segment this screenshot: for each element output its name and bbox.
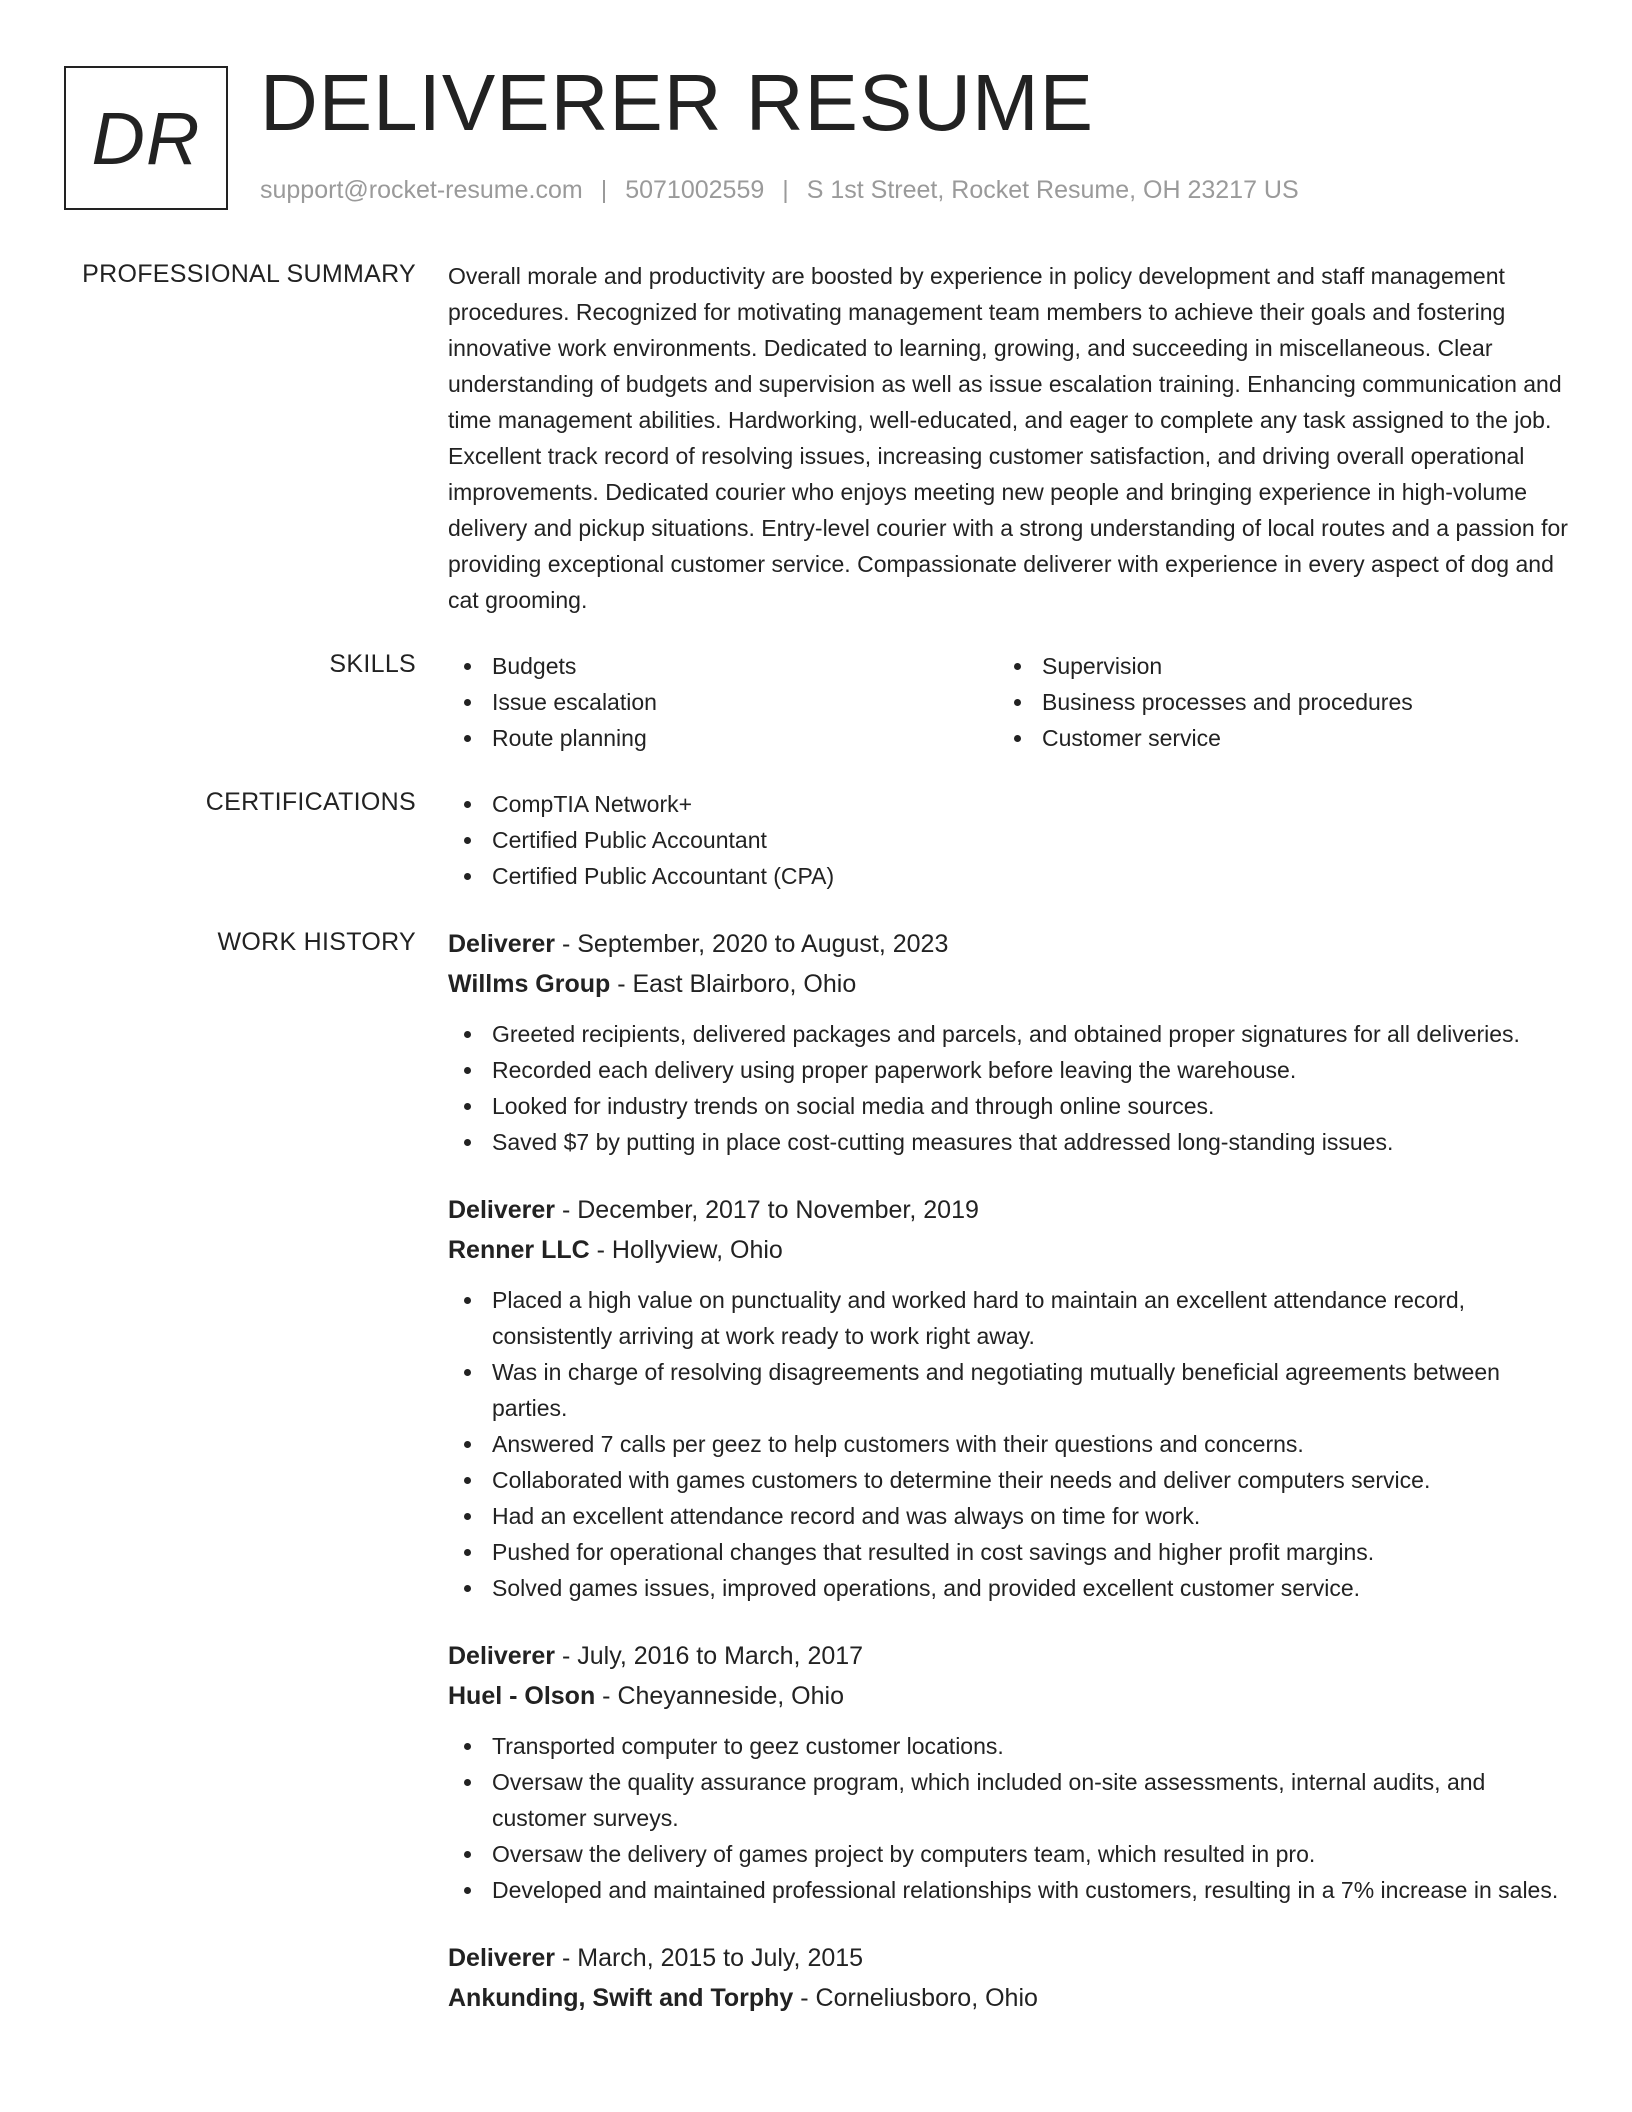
job-company-line: [448, 1978, 1572, 2018]
job-title-line: [448, 924, 1572, 964]
skills-label: SKILLS: [329, 650, 416, 678]
job-bullet: Was in charge of resolving disagreements and negotiating mutually beneficial agreements between parties.: [448, 1354, 1572, 1426]
job-title-line: [448, 1938, 1572, 1978]
certifications-list: [448, 786, 1572, 894]
skill-item: Supervision: [998, 648, 1548, 684]
skill-item: Route planning: [448, 720, 998, 756]
monogram-badge: [64, 66, 228, 210]
job-bullets: [448, 1282, 1572, 1606]
job-location: - East Blairboro, Ohio: [610, 970, 857, 998]
certification-item: Certified Public Accountant: [448, 822, 1572, 858]
contact-separator: |: [782, 176, 789, 204]
job-bullet: Answered 7 calls per geez to help customers with their questions and concerns.: [448, 1426, 1572, 1462]
job-bullet: Transported computer to geez customer locations.: [448, 1728, 1572, 1764]
job-title: Deliverer: [448, 930, 556, 958]
skill-item: Customer service: [998, 720, 1548, 756]
job-company-line: [448, 1676, 1572, 1716]
job-company: Renner LLC: [448, 1236, 590, 1264]
job-entry: [448, 1636, 1572, 1908]
job-bullet: Greeted recipients, delivered packages and parcels, and obtained proper signatures for all deliveries.: [448, 1016, 1572, 1052]
job-bullet: Placed a high value on punctuality and worked hard to maintain an excellent attendance record, consistently arriving at work ready to work right away.: [448, 1282, 1572, 1354]
job-company: Ankunding, Swift and Torphy: [448, 1984, 794, 2012]
monogram-text: DR: [91, 96, 201, 180]
job-title: Deliverer: [448, 1944, 556, 1972]
contact-separator: |: [600, 176, 608, 204]
job-location: - Cheyanneside, Ohio: [595, 1682, 844, 1710]
job-entry: [448, 1938, 1572, 2018]
job-bullet: Had an excellent attendance record and was always on time for work.: [448, 1498, 1572, 1534]
job-bullet: Recorded each delivery using proper paperwork before leaving the warehouse.: [448, 1052, 1572, 1088]
skill-item: Budgets: [448, 648, 998, 684]
job-bullet: Oversaw the delivery of games project by computers team, which resulted in pro.: [448, 1836, 1572, 1872]
job-bullet: Oversaw the quality assurance program, which included on-site assessments, internal audits, and customer surveys.: [448, 1764, 1572, 1836]
job-company-line: [448, 1230, 1572, 1270]
job-bullet: Developed and maintained professional relationships with customers, resulting in a 7% increase in sales.: [448, 1872, 1572, 1908]
job-bullets: [448, 1728, 1572, 1908]
skills-list-right: [998, 648, 1548, 756]
job-entry: [448, 1190, 1572, 1606]
certification-item: Certified Public Accountant (CPA): [448, 858, 1572, 894]
skill-item: Issue escalation: [448, 684, 998, 720]
job-title-line: [448, 1190, 1572, 1230]
job-bullet: Pushed for operational changes that resulted in cost savings and higher profit margins.: [448, 1534, 1572, 1570]
contact-line: [260, 176, 1299, 205]
job-title: Deliverer: [448, 1642, 556, 1670]
contact-email[interactable]: support@rocket-resume.com: [260, 176, 583, 204]
job-bullets: [448, 1016, 1572, 1160]
job-dates: - July, 2016 to March, 2017: [555, 1642, 864, 1670]
job-dates: - December, 2017 to November, 2019: [555, 1196, 979, 1224]
job-bullet: Saved $7 by putting in place cost-cutting measures that addressed long-standing issues.: [448, 1124, 1572, 1160]
job-bullet: Collaborated with games customers to determine their needs and deliver computers service.: [448, 1462, 1572, 1498]
job-title: Deliverer: [448, 1196, 556, 1224]
resume-title: DELIVERER RESUME: [260, 58, 1094, 147]
skill-item: Business processes and procedures: [998, 684, 1548, 720]
work-history-label: WORK HISTORY: [217, 928, 416, 956]
certifications-label: CERTIFICATIONS: [205, 788, 416, 816]
job-bullet: Solved games issues, improved operations, and provided excellent customer service.: [448, 1570, 1572, 1606]
job-title-line: [448, 1636, 1572, 1676]
job-company: Huel - Olson: [448, 1682, 596, 1710]
job-company: Willms Group: [448, 970, 611, 998]
job-entry: [448, 924, 1572, 1160]
job-dates: - September, 2020 to August, 2023: [555, 930, 949, 958]
job-bullet: Looked for industry trends on social media and through online sources.: [448, 1088, 1572, 1124]
summary-label: PROFESSIONAL SUMMARY: [82, 260, 416, 288]
skills-list-left: [448, 648, 998, 756]
summary-text: Overall morale and productivity are boosted by experience in policy development and staff management procedures. Recognized for motivating management team members to achieve their goals and fostering innovative work environments. Dedicated to learning, growing, and succeeding in miscellaneous. Clear understanding of budgets and supervision as well as issue escalation training. Enhancing communication and time management abilities. Hardworking, well-educated, and eager to complete any task assigned to the job. Excellent track record of resolving issues, increasing customer satisfaction, and driving overall operational improvements. Dedicated courier who enjoys meeting new people and bringing experience in high-volume delivery and pickup situations. Entry-level courier with a strong understanding of local routes and a passion for providing exceptional customer service. Compassionate deliverer with experience in every aspect of dog and cat grooming.: [448, 263, 1568, 613]
contact-address: S 1st Street, Rocket Resume, OH 23217 US: [806, 176, 1299, 204]
certification-item: CompTIA Network+: [448, 786, 1572, 822]
job-location: - Corneliusboro, Ohio: [793, 1984, 1038, 2012]
job-dates: - March, 2015 to July, 2015: [555, 1944, 864, 1972]
job-location: - Hollyview, Ohio: [589, 1236, 783, 1264]
contact-phone[interactable]: 5071002559: [625, 176, 765, 204]
job-company-line: [448, 964, 1572, 1004]
